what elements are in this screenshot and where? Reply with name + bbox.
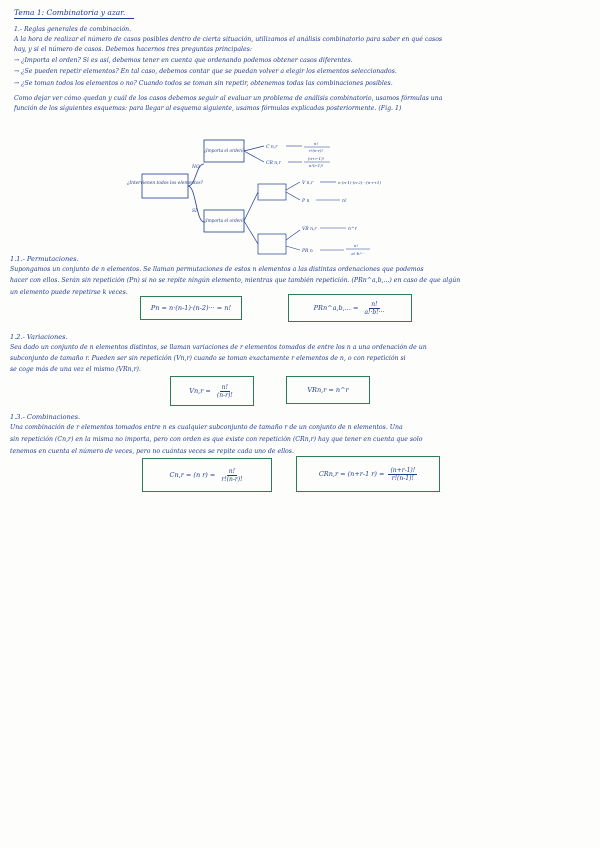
intro-line: hay, y si el número de casos. Debemos hacernos tres preguntas principales:: [14, 46, 252, 53]
formula-fraction: [219, 468, 244, 483]
formula-numerator: n!: [371, 300, 378, 308]
formula-fraction: [215, 384, 235, 399]
formula-denominator: (n-r)!: [216, 391, 233, 399]
formula-box-variation-repetition: [286, 376, 370, 404]
formula-numerator: n!: [228, 467, 236, 475]
formula-fraction: [388, 467, 417, 482]
section-line: se coge más de una vez el mismo (VRn,r).: [10, 366, 141, 373]
formula-numerator: (n+r-1)!: [390, 466, 416, 474]
title-underline: [14, 18, 134, 19]
section-line: Supongamos un conjunto de n elementos. Se llaman permutaciones de estos n elementos a las distintas ordenaciones que podemos: [10, 266, 424, 273]
tree-f-v: n·(n-1)·(n-2)···(n-r+1): [338, 180, 381, 185]
tree-leaf-c: C n,r: [266, 145, 278, 150]
tree-node-lower-label: ¿Importa el orden?: [203, 218, 245, 223]
formula-denominator: r!(n-1)!: [391, 474, 414, 482]
tree-leaf-p: P n: [302, 199, 310, 204]
tree-leaf-pr: PR n: [302, 249, 313, 254]
section-line: Sea dado un conjunto de n elementos distintos, se llaman variaciones de r elementos tomados de entre los n a una ordenación de un: [10, 344, 427, 351]
section-heading: 1.3.- Combinaciones.: [10, 413, 81, 421]
formula-box-combination-repetition: [296, 456, 440, 492]
formula-box-permutation-repetition: [288, 294, 412, 322]
formula-box-permutation: [140, 296, 242, 320]
intro-line: A la hora de realizar el número de casos posibles dentro de cierta situación, utilizamos el análisis combinatorio para saber en qué casos: [14, 36, 443, 43]
tree-f-pr-den: a!·b!···: [351, 251, 365, 256]
tree-f-cr-num: (n+r-1)!: [307, 156, 325, 161]
formula-permutation: Pn = n·(n-1)·(n-2)··· = n!: [150, 304, 232, 312]
tree-leaf-vr: VR n,r: [302, 227, 317, 232]
intro-question: → ¿Se pueden repetir elementos? En tal caso, debemos contar que se puedan volver a elegir los elementos seleccionados.: [14, 68, 397, 75]
section-line: Una combinación de r elementos tomados entre n es cualquier subconjunto de tamaño r de un conjunto de n elementos. Una: [10, 424, 403, 431]
section-line: subconjunto de tamaño r. Pueden ser sin repetición (Vn,r) cuando se toman exactamente r elementos de n, o con repetición si: [10, 355, 406, 362]
tree-no-label: NO: [192, 165, 200, 170]
tree-subnode-a: [258, 184, 286, 200]
formula-variation-repetition: VRn,r = n^r: [307, 386, 349, 394]
tree-f-pr-num: n!: [353, 243, 359, 248]
formula-box-variation: [170, 376, 254, 406]
tree-subnode-b: [258, 234, 286, 254]
intro-line: Como dejar ver cómo quedan y cuál de los casos debemos seguir al evaluar un problema de análisis combinatorio, usamos fórmulas una: [14, 95, 443, 102]
section-heading: 1.2.- Variaciones.: [10, 333, 68, 341]
formula-combination-repetition-lhs: CRn,r = (n+r-1 r) =: [318, 470, 385, 478]
tree-node-upper-label: ¿Importa el orden?: [203, 148, 245, 153]
formula-permutation-repetition-lhs: PRn^a,b,... =: [313, 304, 359, 312]
formula-combination-lhs: Cn,r = (n r) =: [169, 471, 216, 479]
decision-tree-diagram: [127, 140, 440, 262]
tree-leaf-v: V n,r: [302, 181, 314, 186]
tree-f-c-den: r!(n-r)!: [308, 148, 324, 153]
page-title: Tema 1: Combinatoria y azar.: [14, 8, 126, 17]
tree-f-cr-den: n!(r-1)!: [308, 163, 324, 168]
tree-f-c-num: n!: [313, 141, 319, 146]
tree-yes-label: SÍ: [192, 209, 197, 214]
formula-numerator: n!: [221, 383, 228, 391]
section-line: tenemos en cuenta el número de veces, pero no cuántas veces se repite cada uno de ellos.: [10, 448, 294, 455]
formula-box-combination: [142, 458, 272, 492]
tree-root-box: [142, 174, 188, 198]
intro-heading: 1.- Reglas generales de combinación.: [14, 26, 132, 33]
formula-variation-lhs: Vn,r =: [189, 387, 211, 395]
tree-f-p: n!: [342, 199, 347, 204]
intro-line: función de los siguientes esquemas: para llegar al esquema siguiente, usamos fórmulas explicadas posteriormente. (Fig. 1): [14, 105, 402, 112]
formula-fraction: [362, 301, 386, 316]
section-line: sin repetición (Cn,r) en la misma no importa, pero con orden es que existe con repetición (CRn,r) hay que tener en cuenta que solo: [10, 436, 423, 443]
tree-f-vr: n^r: [348, 227, 357, 232]
intro-question: → ¿Importa el orden? Si es así, debemos tener en cuenta que ordenando podemos obtener casos diferentes.: [14, 57, 353, 64]
tree-leaf-cr: CR n,r: [266, 161, 281, 166]
formula-denominator: r!(n-r)!: [221, 475, 243, 483]
section-heading: 1.1.- Permutaciones.: [10, 255, 79, 263]
section-line: hacer con ellos. Serán sin repetición (Pn) si no se repite ningún elemento, mientras que también repetición. (PRn^a,b,...) en caso de que algún: [10, 277, 461, 284]
formula-denominator: a!·b!···: [364, 308, 385, 316]
tree-root-label: ¿Intervienen todos los elementos?: [127, 181, 203, 186]
intro-question: → ¿Se toman todos los elementos o no? Cuando todos se toman sin repetir, obtenemos todas las combinaciones posibles.: [14, 80, 393, 87]
section-line: un elemento puede repetirse k veces.: [10, 289, 128, 296]
